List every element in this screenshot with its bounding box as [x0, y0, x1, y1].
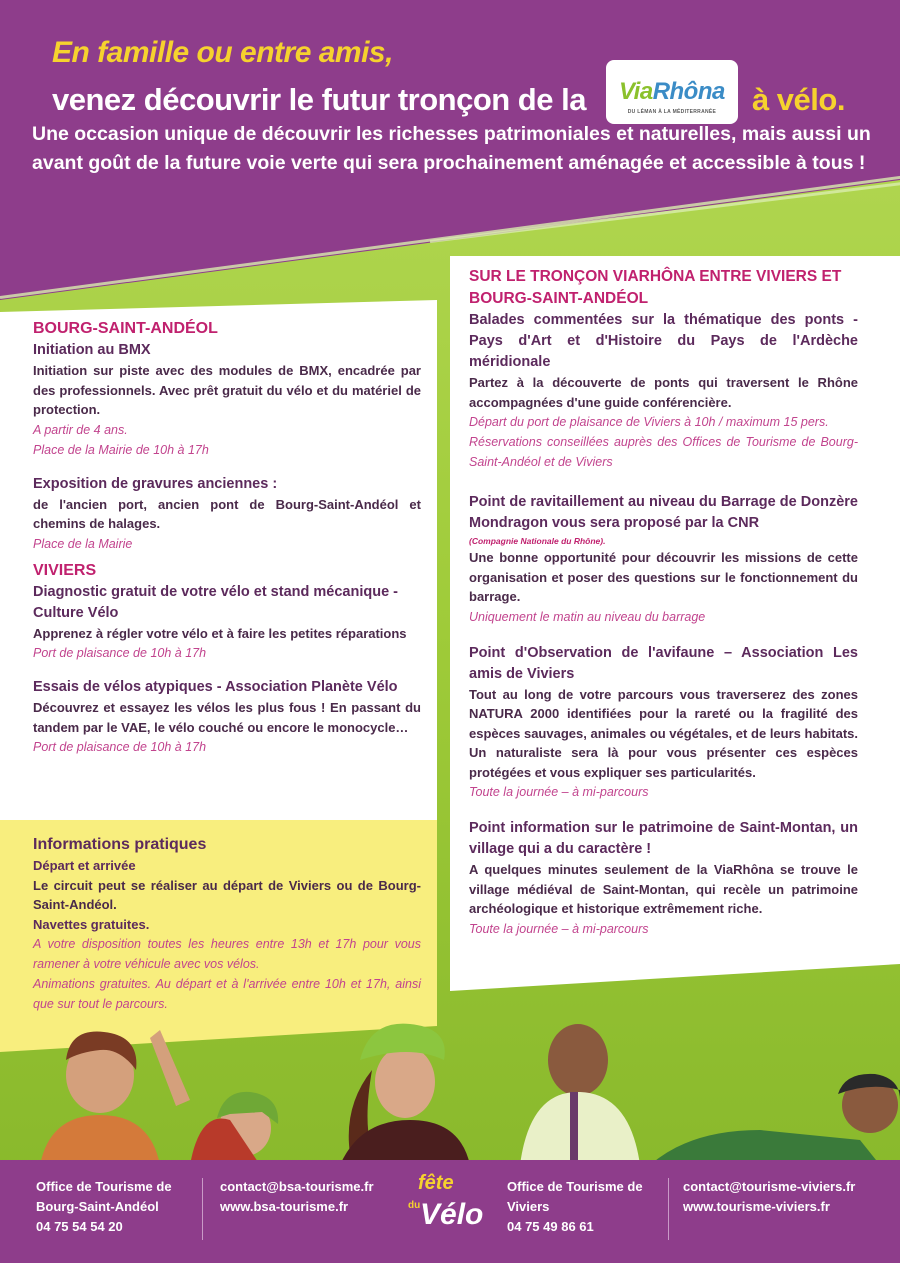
headline-line1: En famille ou entre amis, [52, 36, 393, 69]
office2-address [507, 1177, 643, 1237]
balades-note2: Réservations conseillées auprès des Offices de Tourisme de Bourg-Saint-Andéol et de Viviers [469, 435, 858, 469]
essais-body: Découvrez et essayez les vélos les plus fous ! En passant du tandem par le VAE, le vélo couché ou encore le monocycle… [33, 700, 421, 735]
office1-line1: Office de Tourisme de [36, 1179, 172, 1194]
office1-phone: 04 75 54 54 20 [36, 1219, 123, 1234]
office2-email-link[interactable]: contact@tourisme-viviers.fr [683, 1179, 856, 1194]
office1-web-link[interactable]: www.bsa-tourisme.fr [220, 1199, 349, 1214]
office2-line1: Office de Tourisme de [507, 1179, 643, 1194]
office1-email-link[interactable]: contact@bsa-tourisme.fr [220, 1179, 374, 1194]
office2-contact [683, 1177, 855, 1217]
info-column [33, 834, 421, 1014]
footer-divider [668, 1178, 669, 1240]
expo-body: de l'ancien port, ancien pont de Bourg-Saint-Andéol et chemins de halages. [33, 496, 421, 531]
bmx-place: Place de la Mairie de 10h à 17h [33, 442, 209, 457]
cyclists-illustration [0, 1020, 900, 1165]
intro-text: Une occasion unique de découvrir les richesses patrimoniales et naturelles, mais aussi un avant goût de la future voie verte qui sera prochainement aménagée et accessible à tous ! [32, 123, 871, 174]
ravit-note: Uniquement le matin au niveau du barrage [469, 609, 706, 624]
office1-line2: Bourg-Saint-Andéol [36, 1199, 159, 1214]
cyclists-photo [0, 1020, 900, 1165]
info-heading: Informations pratiques [33, 836, 207, 853]
ravit-body: Une bonne opportunité pour découvrir les missions de cette organisation et poser des questions sur le fonctionnement du barrage. [469, 550, 858, 604]
balades-note1: Départ du port de plaisance de Viviers à 10h / maximum 15 pers. [469, 415, 829, 429]
avi-title: Point d'Observation de l'avifaune – Association Les amis de Viviers [469, 644, 858, 682]
diag-body: Apprenez à régler votre vélo et à faire les petites réparations [33, 625, 407, 641]
right-heading: SUR LE TRONÇON VIARHÔNA ENTRE VIVIERS ET BOURG-SAINT-ANDÉOL [469, 268, 842, 307]
balades-body: Partez à la découverte de ponts qui traversent le Rhône accompagnées d'une guide conférencière. [469, 375, 858, 410]
office1-address [36, 1177, 172, 1237]
expo-place: Place de la Mairie [33, 536, 133, 551]
essais-title: Essais de vélos atypiques - Association Planète Vélo [33, 679, 398, 695]
office2-web-link[interactable]: www.tourisme-viviers.fr [683, 1199, 830, 1214]
info-sub2: Navettes gratuites. [33, 916, 150, 932]
info-note1: A votre disposition toutes les heures entre 13h et 17h pour vous ramener à votre véhicule avec vos vélos. [33, 937, 421, 971]
left-column [33, 318, 421, 757]
pat-note: Toute la journée – à mi-parcours [469, 921, 649, 936]
ravit-title: Point de ravitaillement au niveau du Barrage de Donzère Mondragon vous sera proposé par la CNR [469, 494, 858, 531]
pat-body: A quelques minutes seulement de la ViaRhôna se trouve le village médiéval de Saint-Montan, qui recèle un patrimoine archéologique et historique extrêmement riche. [469, 862, 858, 916]
balades-title: Balades commentées sur la thématique des ponts - Pays d'Art et d'Histoire du Pays de l'Ardèche méridionale [469, 312, 858, 370]
info-note2: Animations gratuites. Au départ et à l'arrivée entre 10h et 17h, ainsi que sur tout le parcours. [33, 977, 421, 1011]
footer [0, 1160, 900, 1263]
avi-note: Toute la journée – à mi-parcours [469, 785, 649, 799]
bmx-title: Initiation au BMX [33, 342, 151, 358]
info-body1: Le circuit peut se réaliser au départ de Viviers ou de Bourg-Saint-Andéol. [33, 877, 421, 912]
essais-place: Port de plaisance de 10h à 17h [33, 740, 207, 754]
ravit-small: (Compagnie Nationale du Rhône). [469, 536, 606, 546]
bmx-age: A partir de 4 ans. [33, 422, 128, 437]
pat-title: Point information sur le patrimoine de Saint-Montan, un village qui a du caractère ! [469, 820, 858, 857]
headline-suffix: à vélo. [751, 82, 845, 117]
headline-text: venez découvrir le futur tronçon de la [52, 82, 586, 117]
office2-phone: 04 75 49 86 61 [507, 1219, 594, 1234]
right-column [469, 266, 858, 939]
bmx-body: Initiation sur piste avec des modules de BMX, encadrée par des professionnels. Avec prêt gratuit du vélo et du matériel de protection. [33, 363, 421, 417]
office1-contact [220, 1177, 374, 1217]
fete-du-velo-logo: fête du Vélo [408, 1172, 484, 1231]
expo-title: Exposition de gravures anciennes : [33, 475, 278, 492]
office2-line2: Viviers [507, 1199, 550, 1214]
section-heading-bourg: BOURG-SAINT-ANDÉOL [33, 320, 218, 337]
footer-divider [202, 1178, 203, 1240]
header [52, 36, 872, 132]
section-heading-viviers: VIVIERS [33, 561, 97, 579]
diag-place: Port de plaisance de 10h à 17h [33, 646, 207, 660]
info-sub1: Départ et arrivée [33, 858, 136, 873]
diag-title: Diagnostic gratuit de votre vélo et stand mécanique - Culture Vélo [33, 583, 398, 621]
viarhona-logo: ViaRhôna DU LÉMAN À LA MÉDITERRANÉE [606, 60, 738, 124]
avi-body: Tout au long de votre parcours vous traverserez des zones NATURA 2000 identifiées pour la rareté ou la fragilité des espèces sauvages, animales ou végétales, et de leurs habitats. Un naturaliste sera là pour vous présenter ces espèces protégées et vous expliquer ses particularités. [469, 686, 858, 780]
